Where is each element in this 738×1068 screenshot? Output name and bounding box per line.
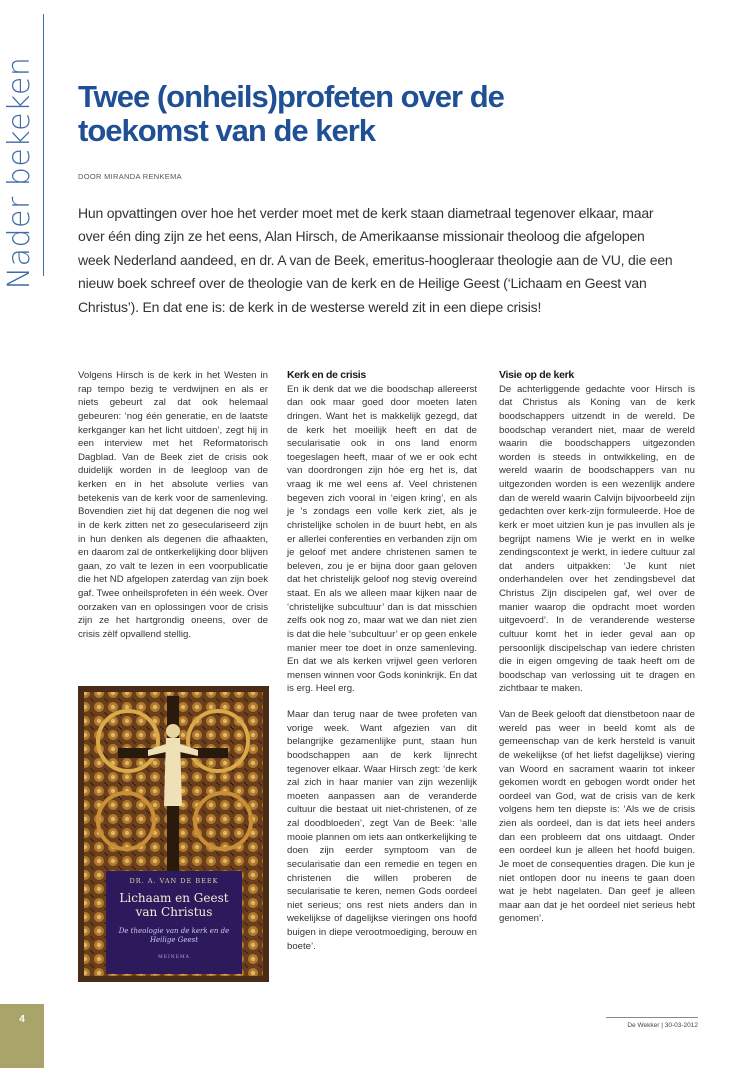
side-rule (43, 14, 44, 276)
column-1 (78, 369, 268, 642)
col3-paragraph-2: Van de Beek gelooft dat dienstbetoon naar de wereld pas weer in beeld komt als de gemeenschap van de kerk hersteld is vanuit de wekelijkse (of het liefst dagelijkse) viering van Woord en sacrament waarin tot inkeer gekomen wordt en gebogen wordt onder het oordeel van God, wat de crisis van de kerk volgens hem ten diepste is: ‘Als we de crisis zien als oordeel, dan is dat iets heel anders dan een probleem dat ons uitdaagt. Onder een oordeel kun je alleen het hoofd buigen. Je moet de consequenties dragen. Die kun je niet ontlopen door nu ineens te gaan doen wat je hebt nagelaten. Dan geef je alleen maar aan dat je het oordeel niet serieus hebt genomen’. (499, 709, 695, 925)
col2-paragraph-2: Maar dan terug naar de twee profeten van vorige week. Want afgezien van dit belangrijke gezamenlijke punt, staan hun boodschappen aan de kerk lijnrecht tegenover elkaar. Waar Hirsch zegt: ‘de kerk zal zich in haar manier van zijn wezenlijk moeten aanpassen aan de veranderde cultuur die bestaat uit niet-christenen, of ze zal doodbloeden’, zegt Van de Beek: ‘alle mooie plannen om iets aan ontkerkelijking te doen zijn eerder symptoom van de secularisatie dan een remedie en tegen en christenen die willen proberen de secularisatie te keren, nemen Gods oordeel niet serieus; ons rest niets anders dan in wekelijkse of dagelijkse vieringen ons hoofd buigen in diepe verootmoediging, berouw en boete’. (287, 709, 477, 952)
column-3 (499, 369, 695, 926)
section-heading-visie-op-de-kerk: Visie op de kerk (499, 369, 574, 381)
page-number-box (0, 1004, 44, 1068)
cover-title (106, 891, 242, 919)
col3-paragraph-1: De achterliggende gedachte voor Hirsch is dat Christus als Koning van de kerk boodschappers uitzendt in de wereld. De boodschap verandert niet, maar de wereld waarin die boodschappers uitgezonden worden is steeds in ontwikkeling, en de wereld waarin de boodschappers van nu uitgezonden worden is een wezenlijk andere dan de wereld waarin Calvijn bijvoorbeeld zijn gedachten over kerk-zijn formuleerde. Hoe de kerk er moet uitzien kun je pas invullen als je begrijpt namens Wie je werkt en in welke zendingscontext je werkt, in iedere cultuur zal dat anders uitpakken: ‘Je kunt niet onderhandelen over het zendingsbevel dat Christus Zijn discipelen gaf, wel over de manier waarop die opdracht moet worden uitgevoerd’. In de veranderende westerse cultuur komt het in ieder geval aan op persoonlijk discipelschap van iedere christen die in eigen omgeving de taak heeft om de boodschap van verlossing uit te dragen en zichtbaar te maken. (499, 383, 695, 695)
cover-title-line-1: Lichaam en Geest (119, 891, 229, 905)
lead-paragraph: Hun opvattingen over hoe het verder moet met de kerk staan diametraal tegenover elkaar, maar over één ding zijn ze het eens, Alan Hirsch, de Amerikaanse missionair theoloog die afgelopen week Nederland aandeed, en dr. A van de Beek, emeritus-hoogleraar theologie aan de VU, die een nieuw boek schreef over de theologie van de kerk en de Heilige Geest (‘Lichaam en Geest van Christus’). En dat ene is: de kerk in de westerse wereld zit in een diepe crisis! (78, 205, 673, 315)
cover-title-band (106, 871, 242, 974)
col2-paragraph-1: En ik denk dat we die boodschap allereerst dan ook maar goed door moeten laten dringen. Want het is makkelijk gezegd, dat de kerk het moeilijk heeft en dat de secularisatie ook in ons land enorm toegeslagen heeft, maar of we er ook echt van doordrongen zijn hóe erg het is, dat vraag ik me wel eens af. Veel christenen begeven zich vooral in ‘eigen kring’, en als je ’s zondags een volle kerk ziet, als je christelijke scholen in de buurt hebt, en als er allerlei conferenties en verbanden zijn om je geloof met andere christenen samen te beleven, zou je er bijna door gaan geloven dat het christelijk geloof nog stevig overeind staat. En als we alleen maar kijken naar de ‘christelijke subcultuur’ dan is dat misschien zelfs ook nog zo, maar wat we dan niet zien is dat die hele ‘subcultuur’ er op geen enkele manier meer toe doet in onze samenleving. En dat we als kerken vrijwel geen verloren mensen winnen voor Gods koninkrijk. En dat is erg. Heel erg. (287, 383, 477, 695)
section-heading-kerk-en-de-crisis: Kerk en de crisis (287, 369, 366, 381)
cover-publisher: MEINEMA (158, 955, 190, 960)
article-title: Twee (onheils)profeten over de toekomst van de kerk (78, 79, 504, 148)
col1-paragraph: Volgens Hirsch is de kerk in het Westen in rap tempo bezig te verdwijnen en als er niets gebeurt zal dat ook helemaal gebeuren: ‘nog één generatie, en de laatste kerkganger kan het licht uitdoen’, zegt hij in een interview met het Reformatorisch Dagblad. Van de Beek ziet de crisis ook duidelijk worden in de leegloop van de kerken en in het absolute verlies van betekenis van de kerk voor de samenleving. Bovendien ziet hij dat degenen die nog wel in de kerk zitten net zo geseculariseerd zijn in hun denken als degenen die afhaakten, en daarom zal de ontkerkelijking door blijven gaan, zo valt te lezen in een voorpublicatie die het ND afgelopen zaterdag van zijn boek gaf. Twee onheilsprofeten in één week. Over oorzaken van en oplossingen voor de crisis zijn ze het hartgrondig oneens, over de crisis zèlf opvallend stellig. (78, 370, 268, 640)
byline: DOOR MIRANDA RENKEMA (78, 172, 182, 181)
column-2 (287, 369, 477, 953)
cover-subtitle: De theologie van de kerk en de Heilige Geest (118, 927, 230, 944)
footer-rule (606, 1017, 698, 1018)
page-number: 4 (19, 1014, 25, 1025)
cover-author: DR. A. VAN DE BEEK (129, 877, 219, 885)
footer-publication: De Wekker | 30-03-2012 (627, 1022, 698, 1029)
section-label: Nader bekeken (2, 56, 37, 290)
book-cover (78, 686, 269, 982)
cover-title-line-2: van Christus (135, 905, 213, 919)
